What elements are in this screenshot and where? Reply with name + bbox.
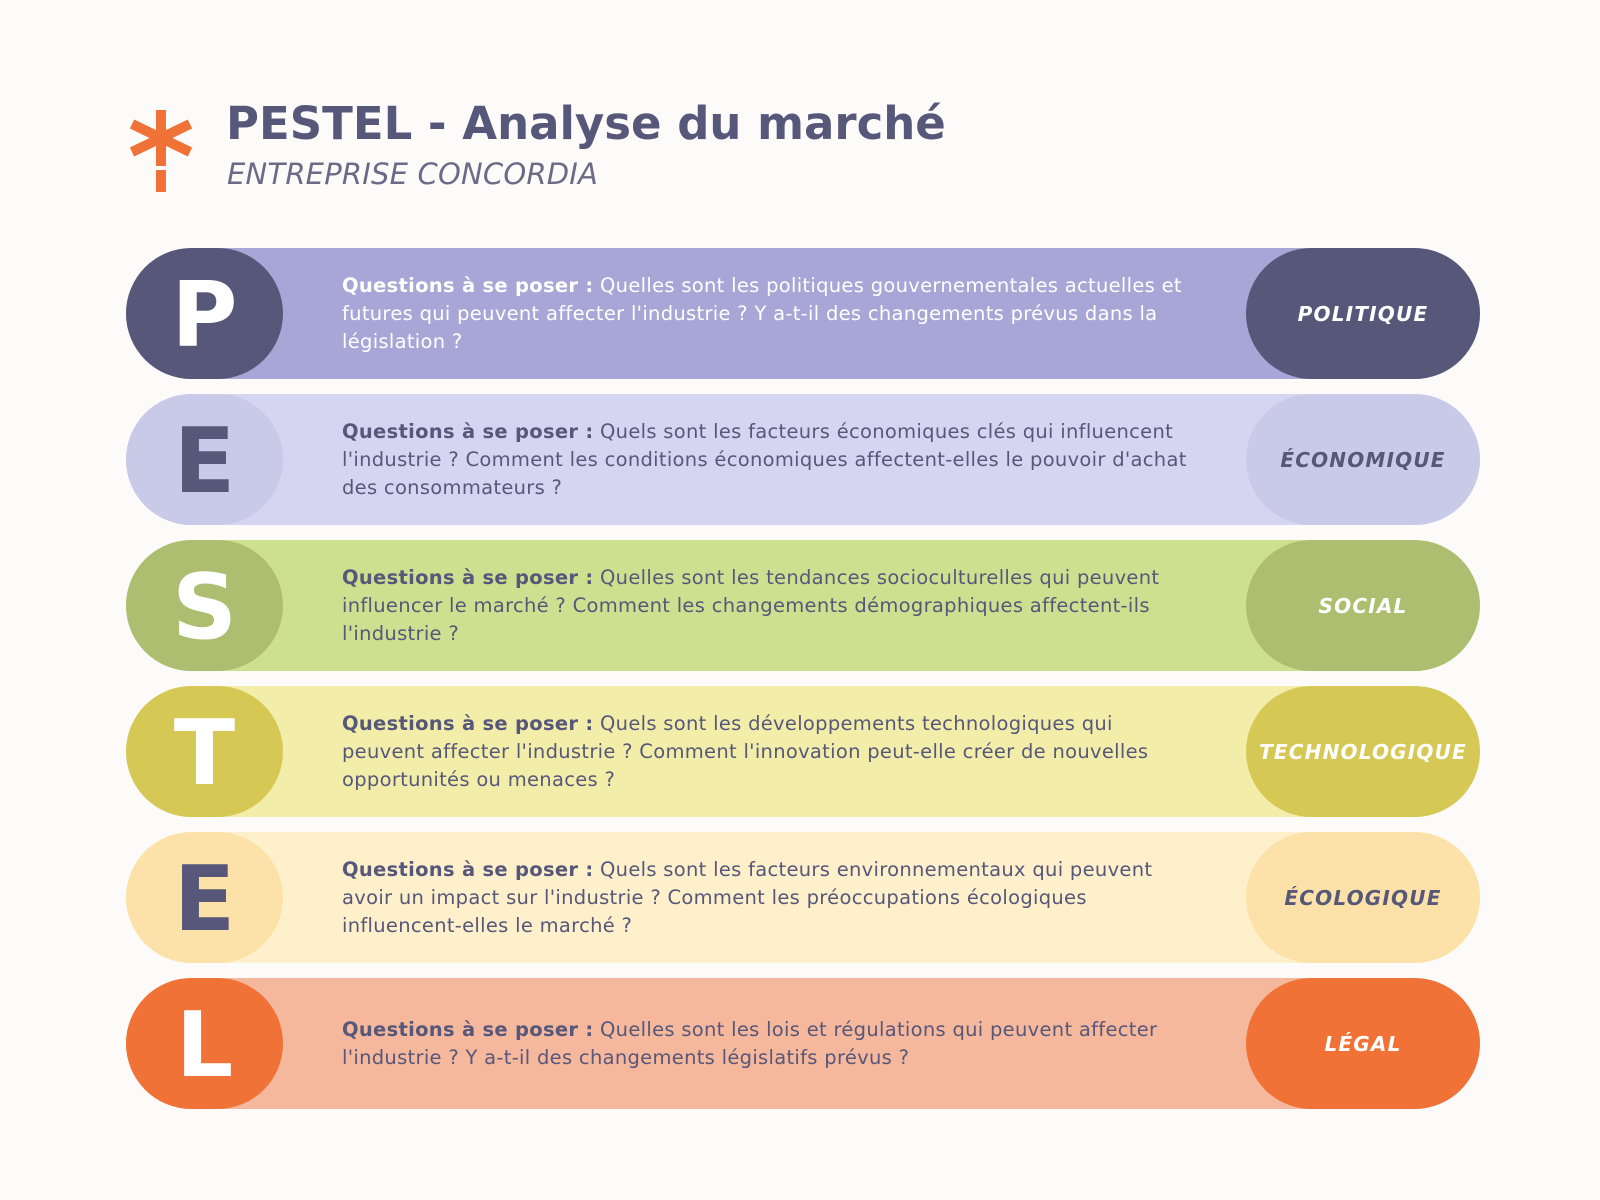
row-question xyxy=(342,686,1192,817)
row-category-pill: LÉGAL xyxy=(1246,978,1480,1109)
row-question xyxy=(342,248,1192,379)
question-label: Questions à se poser : xyxy=(342,711,594,735)
row-letter-badge: P xyxy=(126,248,283,379)
page-subtitle: ENTREPRISE CONCORDIA xyxy=(227,157,599,191)
question-text: Quelles sont les lois et régulations qui peuvent affecter l'industrie ? Y a-t-il des changements législatifs prévus ? xyxy=(342,1017,1158,1069)
row-letter-badge: L xyxy=(126,978,283,1109)
row-letter-badge: T xyxy=(126,686,283,817)
row-question xyxy=(342,832,1192,963)
header xyxy=(126,96,1126,206)
question-text: Quelles sont les tendances socioculturelles qui peuvent influencer le marché ? Comment les changements démographiques affectent-ils l'industrie ? xyxy=(342,565,1160,645)
asterisk-logo-icon xyxy=(126,108,196,192)
pestel-rows xyxy=(126,248,1480,1109)
row-category-pill: ÉCOLOGIQUE xyxy=(1246,832,1480,963)
pestel-row-social xyxy=(126,540,1480,671)
row-letter-badge: E xyxy=(126,832,283,963)
row-letter-badge: S xyxy=(126,540,283,671)
question-text: Quels sont les facteurs économiques clés qui influencent l'industrie ? Comment les conditions économiques affectent-elles le pouvoir d'achat des consommateurs ? xyxy=(342,419,1187,499)
pestel-row-technologique xyxy=(126,686,1480,817)
row-question xyxy=(342,394,1192,525)
row-category-pill: POLITIQUE xyxy=(1246,248,1480,379)
row-category-pill: SOCIAL xyxy=(1246,540,1480,671)
row-category-pill: ÉCONOMIQUE xyxy=(1246,394,1480,525)
pestel-row-legal xyxy=(126,978,1480,1109)
question-label: Questions à se poser : xyxy=(342,565,594,589)
question-text: Quels sont les développements technologiques qui peuvent affecter l'industrie ? Comment l'innovation peut-elle créer de nouvelles opportunités ou menaces ? xyxy=(342,711,1149,791)
row-letter-badge: E xyxy=(126,394,283,525)
page-title: PESTEL - Analyse du marché xyxy=(226,97,946,150)
pestel-row-economique xyxy=(126,394,1480,525)
pestel-row-ecologique xyxy=(126,832,1480,963)
question-label: Questions à se poser : xyxy=(342,857,594,881)
pestel-row-politique xyxy=(126,248,1480,379)
question-label: Questions à se poser : xyxy=(342,419,594,443)
row-category-pill: TECHNOLOGIQUE xyxy=(1246,686,1480,817)
row-question xyxy=(342,978,1192,1109)
question-text: Quelles sont les politiques gouvernementales actuelles et futures qui peuvent affecter l'industrie ? Y a-t-il des changements prévus dans la législation ? xyxy=(342,273,1182,353)
row-question xyxy=(342,540,1192,671)
question-label: Questions à se poser : xyxy=(342,1017,594,1041)
question-text: Quels sont les facteurs environnementaux qui peuvent avoir un impact sur l'industrie ? Comment les préoccupations écologiques influencent-elles le marché ? xyxy=(342,857,1153,937)
question-label: Questions à se poser : xyxy=(342,273,594,297)
